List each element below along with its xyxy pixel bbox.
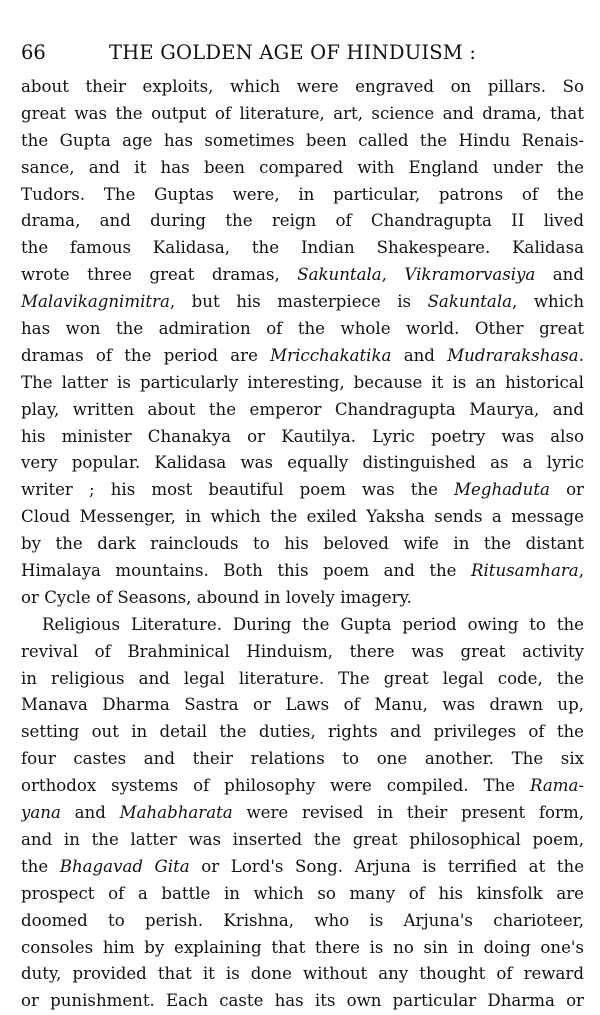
italic-title: yana xyxy=(21,803,61,823)
text-run: dramas of the period are xyxy=(21,345,271,365)
body-text xyxy=(21,74,584,1015)
page-number: 66 xyxy=(21,41,46,64)
text-run: orthodox systems of philosophy were compiled. The xyxy=(21,776,530,796)
text-line: prospect of a battle in which so many of his kinsfolk are xyxy=(21,883,584,903)
text-run: and xyxy=(535,265,584,285)
text-line: has won the admiration of the whole world. Other great xyxy=(21,319,584,339)
text-line: in religious and legal literature. The great legal code, the xyxy=(21,668,584,688)
text-run: or Lord's Song. Arjuna is terrified at the xyxy=(189,856,584,876)
text-line: great was the output of literature, art, science and drama, that xyxy=(21,103,584,123)
italic-title: Sakuntala xyxy=(427,292,513,312)
text-line: very popular. Kalidasa was equally distinguished as a lyric xyxy=(21,453,584,473)
text-line: revival of Brahminical Hinduism, there was great activity xyxy=(21,641,584,661)
text-line: consoles him by explaining that there is no sin in doing one's xyxy=(21,937,584,957)
text-line: duty, provided that it is done without any thought of reward xyxy=(21,964,584,984)
text-line: or Cycle of Seasons, abound in lovely imagery. xyxy=(21,587,412,607)
paragraph-gupta-literature xyxy=(21,74,584,612)
text-line: Manava Dharma Sastra or Laws of Manu, was drawn up, xyxy=(21,695,584,715)
text-line: about their exploits, which were engraved on pillars. So xyxy=(21,77,584,96)
text-run: Himalaya mountains. Both this poem and the xyxy=(21,561,471,581)
text-line: drama, and during the reign of Chandragupta II lived xyxy=(21,211,584,231)
text-line: the Gupta age has sometimes been called the Hindu Renais- xyxy=(21,130,584,150)
text-line xyxy=(21,558,584,585)
text-line: Cloud Messenger, in which the exiled Yaksha sends a message xyxy=(21,507,584,527)
text-run: , xyxy=(381,265,405,285)
text-line: setting out in detail the duties, rights and privileges of the xyxy=(21,722,584,742)
italic-title: Malavikagnimitra xyxy=(21,292,170,312)
text-line xyxy=(21,800,584,827)
text-line: doomed to perish. Krishna, who is Arjuna's charioteer, xyxy=(21,910,584,930)
text-line: his minister Chanakya or Kautilya. Lyric poetry was also xyxy=(21,426,584,446)
text-line xyxy=(21,262,584,289)
page-header xyxy=(21,41,584,65)
text-line: Tudors. The Guptas were, in particular, patrons of the xyxy=(21,184,584,204)
italic-title: Sakuntala xyxy=(297,265,382,285)
text-line: the famous Kalidasa, the Indian Shakespeare. Kalidasa xyxy=(21,238,584,258)
text-run: and xyxy=(60,803,120,823)
text-run: or xyxy=(549,480,584,500)
italic-title: Bhagavad Gita xyxy=(59,856,190,876)
text-run: During the Gupta period owing to the xyxy=(221,614,584,634)
italic-title: Rama- xyxy=(529,776,584,796)
text-line xyxy=(21,289,584,316)
italic-title: Mricchakatika xyxy=(270,345,392,365)
text-line: sance, and it has been compared with England under the xyxy=(21,157,584,177)
text-run: , but his masterpiece is xyxy=(169,292,428,312)
text-line: by the dark rainclouds to his beloved wife in the distant xyxy=(21,534,584,554)
text-line xyxy=(21,854,584,881)
paragraph-religious-literature xyxy=(21,612,584,1015)
text-line: and in the latter was inserted the great philosophical poem, xyxy=(21,829,584,849)
text-line xyxy=(21,477,584,504)
text-run: , xyxy=(578,561,584,581)
text-run: and xyxy=(391,345,448,365)
section-heading: Religious Literature. xyxy=(42,614,222,634)
text-run: , which xyxy=(512,292,584,312)
running-head: THE GOLDEN AGE OF HINDUISM : xyxy=(109,41,477,64)
text-run: . xyxy=(578,345,584,365)
italic-title: Meghaduta xyxy=(454,480,550,500)
italic-title: Ritusamhara xyxy=(471,561,579,581)
italic-title: Mahabharata xyxy=(119,803,233,823)
text-run: the xyxy=(21,856,60,876)
italic-title: Mudrarakshasa xyxy=(447,345,579,365)
text-run: were revised in their present form, xyxy=(232,803,584,823)
text-line xyxy=(21,343,584,370)
text-run: wrote three great dramas, xyxy=(21,265,298,285)
italic-title: Vikramorvasiya xyxy=(404,265,536,285)
text-line: four castes and their relations to one another. The six xyxy=(21,749,584,769)
text-line: The latter is particularly interesting, because it is an historical xyxy=(21,372,584,392)
text-line xyxy=(21,773,584,800)
text-line xyxy=(21,612,584,639)
text-line: play, written about the emperor Chandragupta Maurya, and xyxy=(21,399,584,419)
text-line: or punishment. Each caste has its own particular Dharma or xyxy=(21,991,584,1011)
text-run: writer ; his most beautiful poem was the xyxy=(21,480,455,500)
